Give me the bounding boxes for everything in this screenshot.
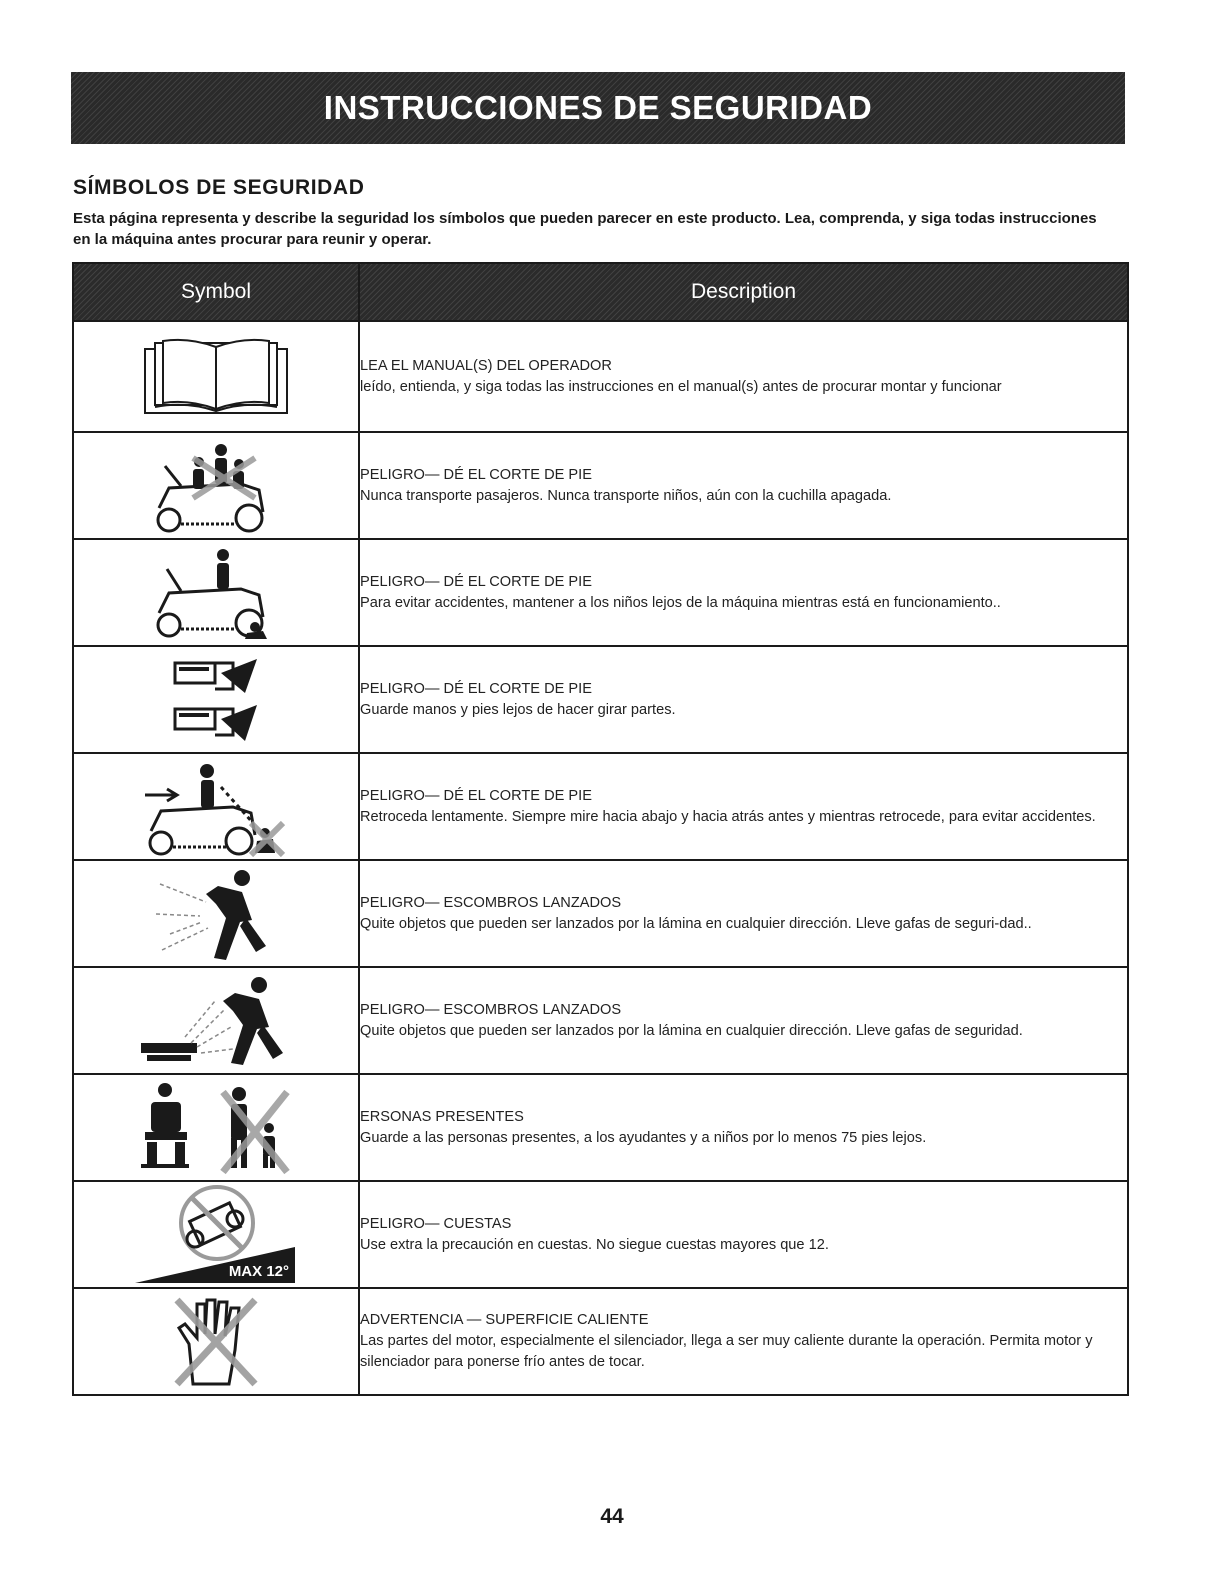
hazard-title: ADVERTENCIA — SUPERFICIE CALIENTE (360, 1312, 649, 1328)
table-row (73, 321, 1128, 432)
table-row (73, 1181, 1128, 1288)
section-title: SÍMBOLOS DE SEGURIDAD (73, 176, 365, 199)
slope-max-icon (131, 1185, 301, 1285)
look-behind-reverse-icon (141, 757, 291, 857)
table-row (73, 753, 1128, 860)
description-cell (359, 967, 1128, 1074)
description-cell (359, 646, 1128, 753)
hazard-title: PELIGRO— DÉ EL CORTE DE PIE (360, 573, 592, 590)
description-cell (359, 321, 1128, 432)
page-header-title: INSTRUCCIONES DE SEGURIDAD (323, 89, 873, 126)
symbol-cell (73, 1074, 359, 1181)
hazard-description: Use extra la precaución en cuestas. No siegue cuestas mayores que 12. (360, 1236, 829, 1253)
safety-symbols-table (72, 262, 1129, 1396)
description-cell (359, 1288, 1128, 1395)
description-cell (359, 432, 1128, 539)
hazard-title: PELIGRO— ESCOMBROS LANZADOS (360, 1001, 622, 1018)
table-row (73, 646, 1128, 753)
description-cell (359, 539, 1128, 646)
table-row (73, 967, 1128, 1074)
hazard-description: Nunca transporte pasajeros. Nunca transporte niños, aún con la cuchilla apagada. (360, 487, 892, 504)
hazard-description: Guarde manos y pies lejos de hacer girar partes. (360, 701, 676, 718)
description-cell (359, 860, 1128, 967)
hazard-title: PELIGRO— DÉ EL CORTE DE PIE (360, 466, 592, 483)
keep-bystanders-away-icon (141, 1078, 291, 1178)
symbol-cell (73, 321, 359, 432)
table-row (73, 1074, 1128, 1181)
hazard-description: Quite objetos que pueden ser lanzados por la lámina en cualquier dirección. Lleve gafas de seguri-dad.. (360, 915, 1032, 932)
hazard-title: ERSONAS PRESENTES (360, 1108, 524, 1125)
page-header-banner (71, 72, 1125, 144)
table-header-row (73, 263, 1128, 321)
hazard-description: Retroceda lentamente. Siempre mire hacia abajo y hacia atrás antes y mientras retrocede, para evitar accidentes. (360, 808, 1096, 825)
thrown-objects-person-icon (156, 864, 276, 964)
hazard-description: leído, entienda, y siga todas las instrucciones en el manual(s) antes de procurar montar y funcionar (360, 378, 1002, 395)
table-row (73, 1288, 1128, 1395)
hazard-title: PELIGRO— ESCOMBROS LANZADOS (360, 894, 622, 911)
hazard-title: PELIGRO— CUESTAS (360, 1215, 512, 1232)
symbol-cell (73, 1181, 359, 1288)
symbol-cell (73, 432, 359, 539)
description-cell (359, 1074, 1128, 1181)
slope-max-label: MAX 12° (228, 1262, 289, 1280)
table-row (73, 539, 1128, 646)
hazard-title: PELIGRO— DÉ EL CORTE DE PIE (360, 680, 592, 697)
child-near-mower-icon (151, 545, 281, 640)
description-cell (359, 753, 1128, 860)
symbol-cell (73, 1288, 359, 1395)
description-column-header: Description (359, 263, 1128, 321)
section-intro: Esta página representa y describe la seguridad los símbolos que pueden parecer en este producto. Lea, comprenda, y siga todas instrucciones en la máquina antes procurar para reunir y operar. (73, 210, 1097, 248)
symbol-cell (73, 539, 359, 646)
no-passengers-icon (151, 438, 281, 533)
table-row (73, 860, 1128, 967)
symbol-cell (73, 860, 359, 967)
operator-manual-icon (141, 337, 291, 417)
hazard-description: Para evitar accidentes, mantener a los niños lejos de la máquina mientras está en funcionamiento.. (360, 594, 1001, 611)
hazard-description: Quite objetos que pueden ser lanzados por la lámina en cualquier dirección. Lleve gafas de seguridad. (360, 1022, 1023, 1039)
hazard-title: LEA EL MANUAL(S) DEL OPERADOR (360, 357, 612, 374)
page-number: 44 (600, 1505, 624, 1528)
hazard-description: Guarde a las personas presentes, a los ayudantes y a niños por lo menos 75 pies lejos. (360, 1129, 927, 1146)
hazard-title: PELIGRO— DÉ EL CORTE DE PIE (360, 787, 592, 804)
thrown-objects-deck-icon (141, 973, 291, 1068)
rotating-blade-hand-foot-icon (171, 655, 261, 745)
hot-surface-icon (171, 1294, 261, 1389)
table-row (73, 432, 1128, 539)
hazard-description: Las partes del motor, especialmente el silenciador, llega a ser muy caliente durante la operación. Permita motor y silenciador para ponerse frío antes de tocar. (360, 1333, 1093, 1370)
symbol-column-header: Symbol (73, 263, 359, 321)
symbol-cell (73, 753, 359, 860)
symbol-cell (73, 967, 359, 1074)
symbol-cell (73, 646, 359, 753)
description-cell (359, 1181, 1128, 1288)
